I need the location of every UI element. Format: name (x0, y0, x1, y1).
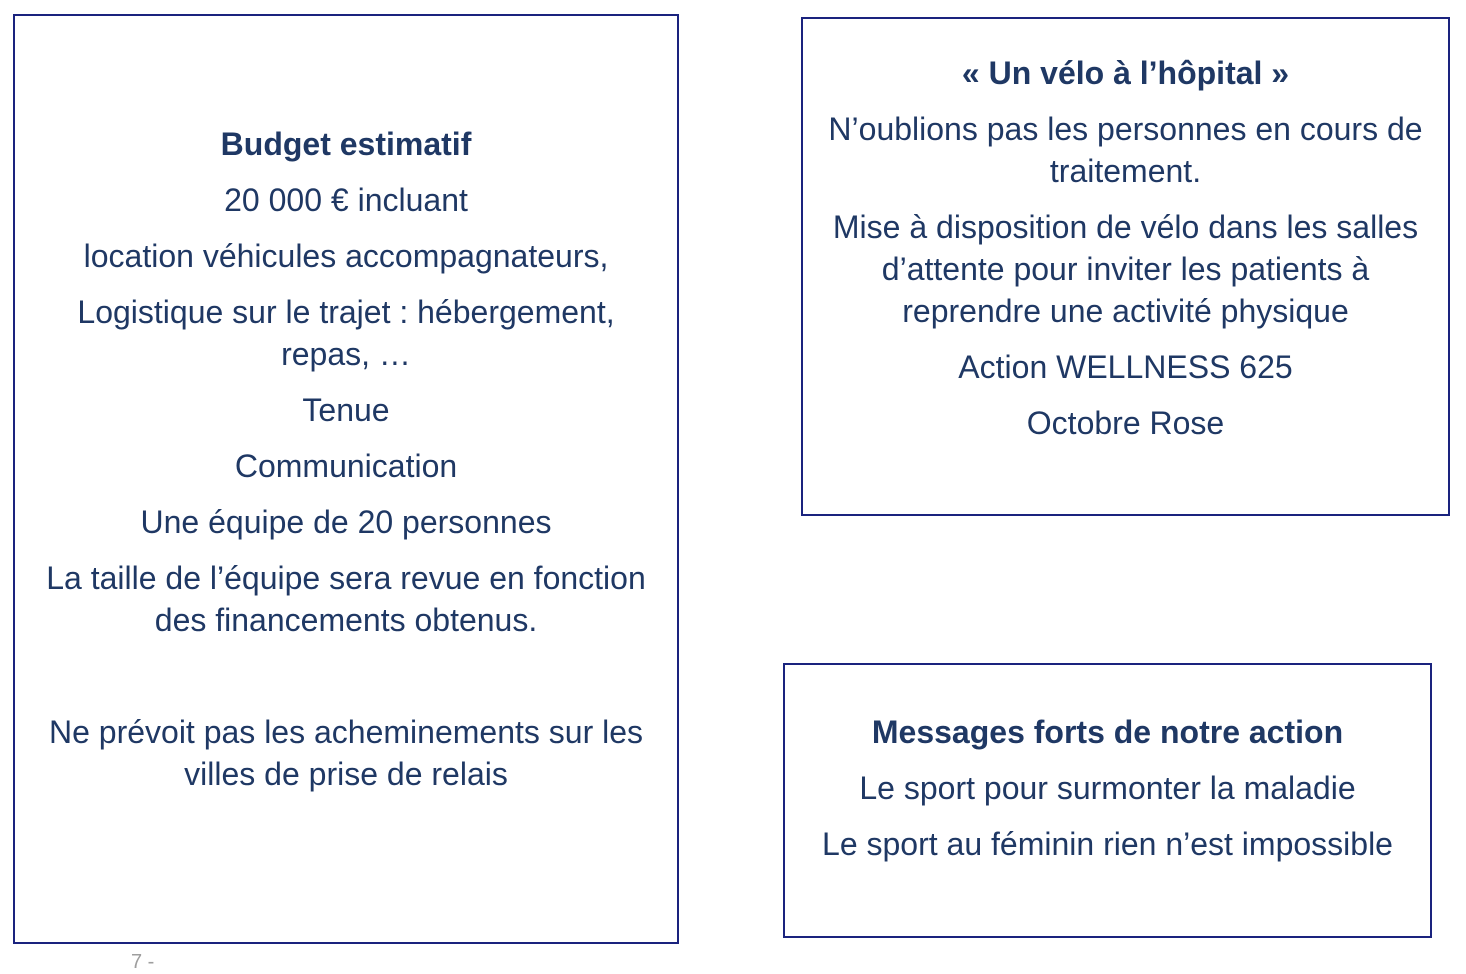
budget-box (13, 14, 679, 944)
budget-line-logistics: Logistique sur le trajet : hébergement, repas, … (77, 294, 615, 372)
budget-line-communication: Communication (234, 448, 458, 484)
budget-title: Budget estimatif (220, 126, 472, 162)
velo-line-patients: N’oublions pas les personnes en cours de traitement. (828, 111, 1423, 189)
velo-line-wellness: Action WELLNESS 625 (958, 349, 1293, 385)
messages-line-illness: Le sport pour surmonter la maladie (859, 770, 1356, 806)
velo-box (801, 17, 1450, 516)
velo-line-octobre-rose: Octobre Rose (1026, 405, 1225, 441)
budget-line-amount: 20 000 € incluant (224, 182, 468, 218)
budget-note: Ne prévoit pas les acheminements sur les villes de prise de relais (48, 714, 644, 792)
page-number: 7 - (131, 951, 155, 973)
messages-title: Messages forts de notre action (871, 714, 1344, 750)
messages-line-feminine: Le sport au féminin rien n’est impossible (822, 826, 1393, 862)
velo-title: « Un vélo à l’hôpital » (961, 55, 1290, 91)
budget-line-outfit: Tenue (302, 392, 390, 428)
budget-line-vehicles: location véhicules accompagnateurs, (83, 238, 609, 274)
velo-line-bikes: Mise à disposition de vélo dans les salles d’attente pour inviter les patients à reprendre une activité physique (832, 209, 1419, 329)
budget-line-team-size: La taille de l’équipe sera revue en fonction des financements obtenus. (46, 560, 646, 638)
budget-line-team: Une équipe de 20 personnes (140, 504, 552, 540)
budget-spacer (15, 655, 677, 711)
messages-box (783, 663, 1432, 938)
